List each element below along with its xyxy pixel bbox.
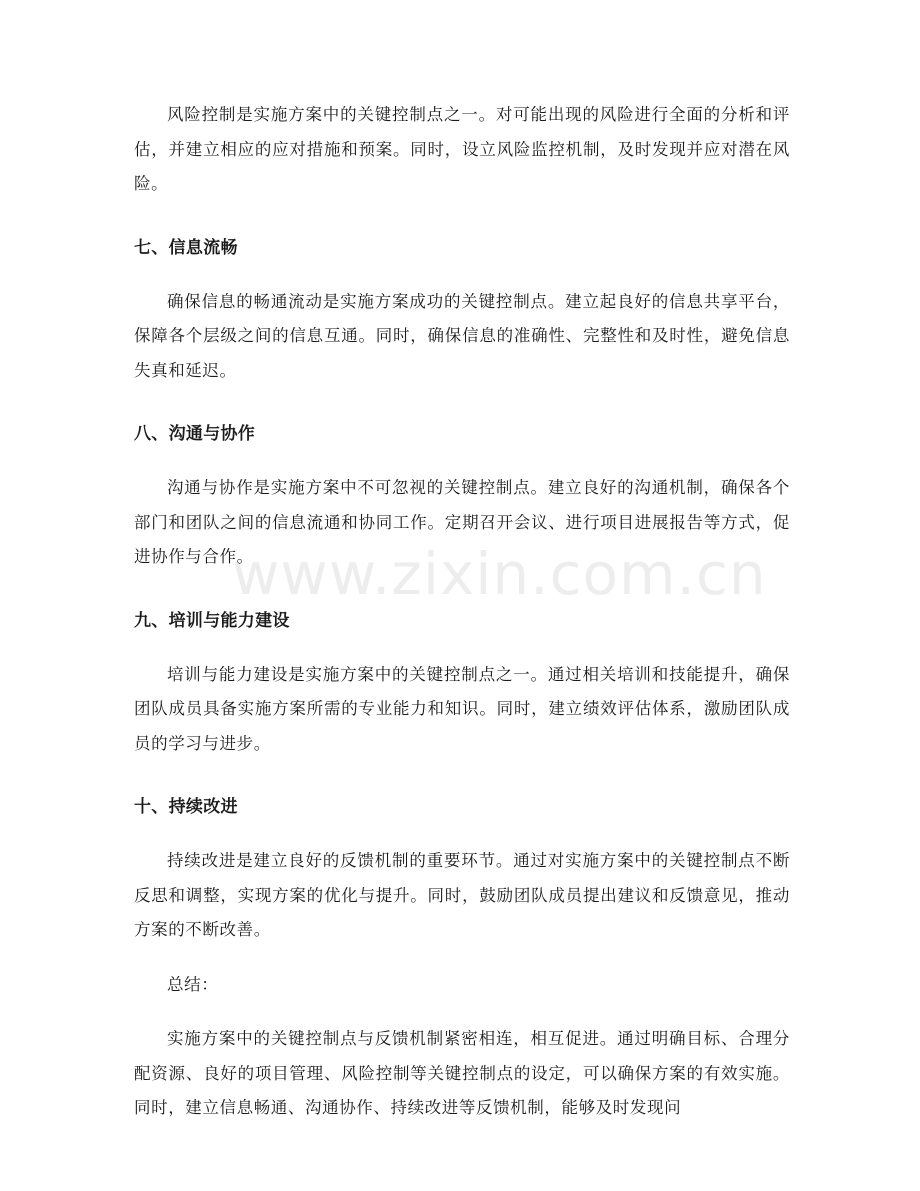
paragraph-summary: 实施方案中的关键控制点与反馈机制紧密相连，相互促进。通过明确目标、合理分配资源、良好的项目管理、风险控制等关键控制点的设定，可以确保方案的有效实施。同时，建立信息畅通、沟通协作、持续改进等反馈机制，能够及时发现问 — [134, 1029, 790, 1117]
section-heading-information-flow: 七、信息流畅 — [134, 237, 238, 258]
paragraph-training: 培训与能力建设是实施方案中的关键控制点之一。通过相关培训和技能提升，确保团队成员具备实施方案所需的专业能力和知识。同时，建立绩效评估体系，激励团队成员的学习与进步。 — [134, 664, 790, 753]
section-heading-training: 九、培训与能力建设 — [134, 610, 290, 631]
paragraph-continuous-improvement: 持续改进是建立良好的反馈机制的重要环节。通过对实施方案中的关键控制点不断反思和调整，实现方案的优化与提升。同时，鼓励团队成员提出建议和反馈意见，推动方案的不断改善。 — [134, 851, 790, 939]
section-heading-communication: 八、沟通与协作 — [134, 424, 256, 444]
paragraph-risk-control: 风险控制是实施方案中的关键控制点之一。对可能出现的风险进行全面的分析和评估，并建立相应的应对措施和预案。同时，设立风险监控机制，及时发现并应对潜在风险。 — [134, 105, 790, 193]
document-body — [134, 98, 790, 1126]
summary-label: 总结： — [167, 974, 219, 994]
paragraph-information-flow: 确保信息的畅通流动是实施方案成功的关键控制点。建立起良好的信息共享平台，保障各个层级之间的信息互通。同时，确保信息的准确性、完整性和及时性，避免信息失真和延迟。 — [134, 291, 790, 380]
paragraph-communication: 沟通与协作是实施方案中不可忽视的关键控制点。建立良好的沟通机制，确保各个部门和团队之间的信息流通和协同工作。定期召开会议、进行项目进展报告等方式，促进协作与合作。 — [134, 478, 790, 566]
watermark: www.zixin.com.cn — [232, 540, 767, 608]
section-heading-continuous-improvement: 十、持续改进 — [134, 797, 238, 817]
